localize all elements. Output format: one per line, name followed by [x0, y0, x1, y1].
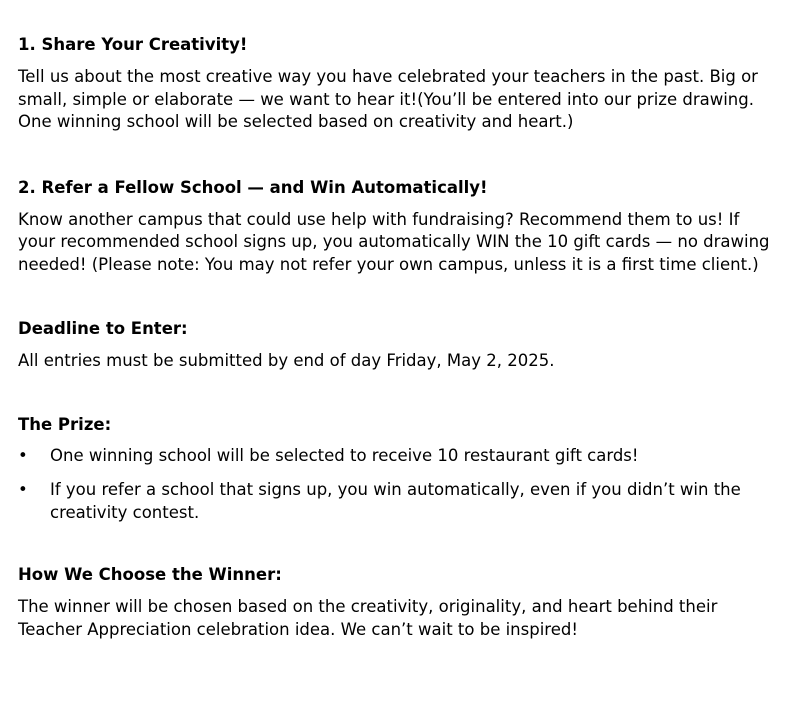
list-item	[18, 445, 778, 468]
section-paragraph: Know another campus that could use help with fundraising? Recommend them to us! If your recommended school signs up, you automatically WIN the 10 gift cards — no drawing needed! (Please note: You may not refer your own campus, unless it is a first time client.)	[18, 209, 770, 274]
section-prize	[18, 414, 778, 525]
section-heading: How We Choose the Winner:	[18, 565, 282, 584]
section-deadline	[18, 318, 778, 373]
section-refer-school	[18, 177, 778, 277]
section-share-creativity	[18, 34, 778, 134]
section-paragraph: The winner will be chosen based on the creativity, originality, and heart behind their Teacher Appreciation celebration idea. We can’t wait to be inspired!	[18, 597, 718, 639]
list-item-text: One winning school will be selected to receive 10 restaurant gift cards!	[50, 445, 639, 465]
bullet-icon: •	[18, 480, 28, 499]
section-heading: Deadline to Enter:	[18, 319, 188, 338]
list-item-text: If you refer a school that signs up, you win automatically, even if you didn’t win the creativity contest.	[50, 480, 741, 522]
document-page	[18, 34, 778, 641]
section-paragraph: All entries must be submitted by end of day Friday, May 2, 2025.	[18, 351, 555, 370]
bullet-icon: •	[18, 445, 28, 465]
section-choose-winner	[18, 564, 778, 641]
section-heading: 1. Share Your Creativity!	[18, 35, 248, 54]
section-heading: The Prize:	[18, 414, 112, 434]
prize-bullet-list	[18, 445, 778, 525]
section-paragraph: Tell us about the most creative way you have celebrated your teachers in the past. Big or small, simple or elaborate — we want to hear it!(You’ll be entered into our prize drawing. One winning school will be selected based on creativity and heart.)	[18, 67, 758, 131]
list-item	[18, 479, 778, 524]
section-heading: 2. Refer a Fellow School — and Win Automatically!	[18, 177, 488, 197]
